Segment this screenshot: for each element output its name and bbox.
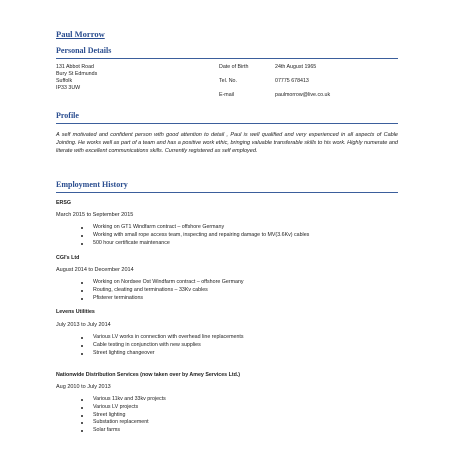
employment-heading: Employment History [56, 180, 128, 189]
list-item: Solar farms [78, 427, 166, 435]
profile-heading: Profile [56, 111, 79, 120]
job-dates: July 2013 to July 2014 [56, 322, 111, 328]
list-item: Pfisterer terminations [78, 295, 244, 303]
job-duties-list [78, 334, 244, 357]
list-item: Working with small rope access team, inspecting and repairing damage to MV(3.6Kv) cables [78, 232, 309, 240]
job-org: ERSG [56, 200, 72, 206]
list-item: Routing, cleating and terminations – 33Kv cables [78, 287, 244, 295]
list-item: Street lighting [78, 412, 166, 420]
job-duties-list [78, 396, 166, 435]
job-duties-list [78, 224, 309, 247]
job-org: CGI's Ltd [56, 255, 80, 261]
tel-value: 07775 678413 [275, 78, 309, 84]
list-item: 500 hour certificate maintenance [78, 240, 309, 248]
address-block [56, 64, 97, 92]
list-item: Substation replacement [78, 419, 166, 427]
dob-value: 24th August 1965 [275, 64, 317, 70]
profile-text: A self motivated and confident person with good attention to detail , Paul is well qualified and very experienced in all aspects of Cable Jointing. He works well as part of a team and has a positive work ethic, bringing valuable transferable skills to his work. Highly numerate and literate with excellent communications skills. Currently registered as self employed. [56, 132, 398, 154]
list-item: Working on Nordsee Ost Windfarm contract – offshore Germany [78, 279, 244, 287]
job-dates: Aug 2010 to July 2013 [56, 384, 111, 390]
job-dates: August 2014 to December 2014 [56, 267, 134, 273]
job-duties-list [78, 279, 244, 302]
address-line: IP33 3UW [56, 85, 81, 91]
personal-details-heading: Personal Details [56, 46, 112, 55]
dob-label: Date of Birth [219, 64, 249, 70]
list-item: Various LV works in connection with overhead line replacements [78, 334, 244, 342]
email-value[interactable]: paulmorrow@live.co.uk [275, 92, 331, 98]
personal-details-rule [56, 58, 398, 59]
job-org: Nationwide Distribution Services (now taken over by Amey Services Ltd.) [56, 372, 241, 378]
list-item: Various LV projects [78, 404, 166, 412]
profile-rule [56, 123, 398, 124]
list-item: Cable testing in conjunction with new supplies [78, 342, 244, 350]
list-item: Working on GT1 Windfarm contract – offshore Germany [78, 224, 309, 232]
job-dates: March 2015 to September 2015 [56, 212, 134, 218]
address-line: 131 Abbot Road [56, 64, 94, 70]
employment-rule [56, 192, 398, 193]
job-org: Levens Utilities [56, 309, 95, 315]
address-line: Suffolk [56, 78, 73, 84]
candidate-name: Paul Morrow [56, 29, 105, 39]
email-label: E-mail [219, 92, 235, 98]
list-item: Street lighting changeover [78, 350, 244, 358]
list-item: Various 11kv and 33kv projects [78, 396, 166, 404]
tel-label: Tel. No. [219, 78, 237, 84]
address-line: Bury St Edmunds [56, 71, 98, 77]
